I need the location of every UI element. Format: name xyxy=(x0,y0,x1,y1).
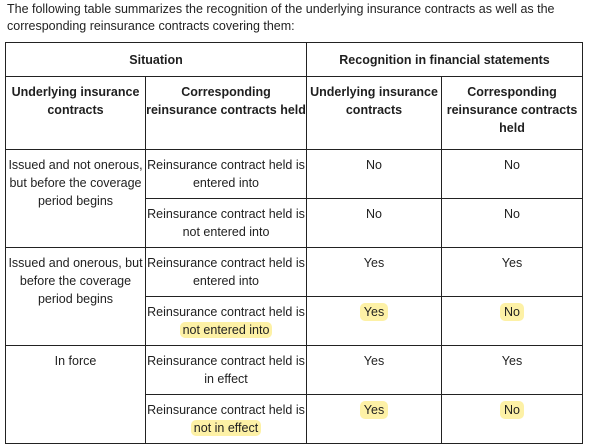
underlying-recognition: No xyxy=(307,150,442,199)
underlying-recognition: Yes xyxy=(307,248,442,297)
reinsurance-recognition: Yes xyxy=(442,346,583,395)
reinsurance-status-prefix: Reinsurance contract held is xyxy=(147,403,305,417)
group-label: Issued and onerous, but before the coverage period begins xyxy=(6,248,146,346)
reinsurance-status: Reinsurance contract held is entered into xyxy=(146,248,307,297)
underlying-recognition xyxy=(307,297,442,346)
header-reinsurance-contracts: Corresponding reinsurance contracts held xyxy=(146,77,307,150)
highlighted-status: not in effect xyxy=(191,420,261,436)
reinsurance-recognition xyxy=(442,395,583,444)
reinsurance-status xyxy=(146,297,307,346)
reinsurance-recognition: Yes xyxy=(442,248,583,297)
reinsurance-status: Reinsurance contract held is not entered into xyxy=(146,199,307,248)
header-underlying-contracts: Underlying insurance contracts xyxy=(6,77,146,150)
underlying-recognition: No xyxy=(307,199,442,248)
highlighted-value: Yes xyxy=(360,401,388,419)
highlighted-value: No xyxy=(500,401,524,419)
reinsurance-status: Reinsurance contract held is entered into xyxy=(146,150,307,199)
underlying-recognition: Yes xyxy=(307,346,442,395)
reinsurance-status xyxy=(146,395,307,444)
reinsurance-status: Reinsurance contract held is in effect xyxy=(146,346,307,395)
group-label: Issued and not onerous, but before the coverage period begins xyxy=(6,150,146,248)
reinsurance-status-prefix: Reinsurance contract held is xyxy=(147,305,305,319)
underlying-recognition xyxy=(307,395,442,444)
reinsurance-recognition: No xyxy=(442,150,583,199)
highlighted-value: No xyxy=(500,303,524,321)
recognition-table xyxy=(5,42,583,444)
intro-text: The following table summarizes the recognition of the underlying insurance contracts as well as the corresponding reinsurance contracts covering them: xyxy=(7,2,555,33)
reinsurance-recognition xyxy=(442,297,583,346)
highlighted-value: Yes xyxy=(360,303,388,321)
header-recognition: Recognition in financial statements xyxy=(307,43,583,77)
group-label: In force xyxy=(6,346,146,444)
header-recognition-underlying: Underlying insurance contracts xyxy=(307,77,442,150)
header-recognition-reinsurance: Corresponding reinsurance contracts held xyxy=(442,77,583,150)
reinsurance-recognition: No xyxy=(442,199,583,248)
highlighted-status: not entered into xyxy=(180,322,273,338)
header-situation: Situation xyxy=(6,43,307,77)
